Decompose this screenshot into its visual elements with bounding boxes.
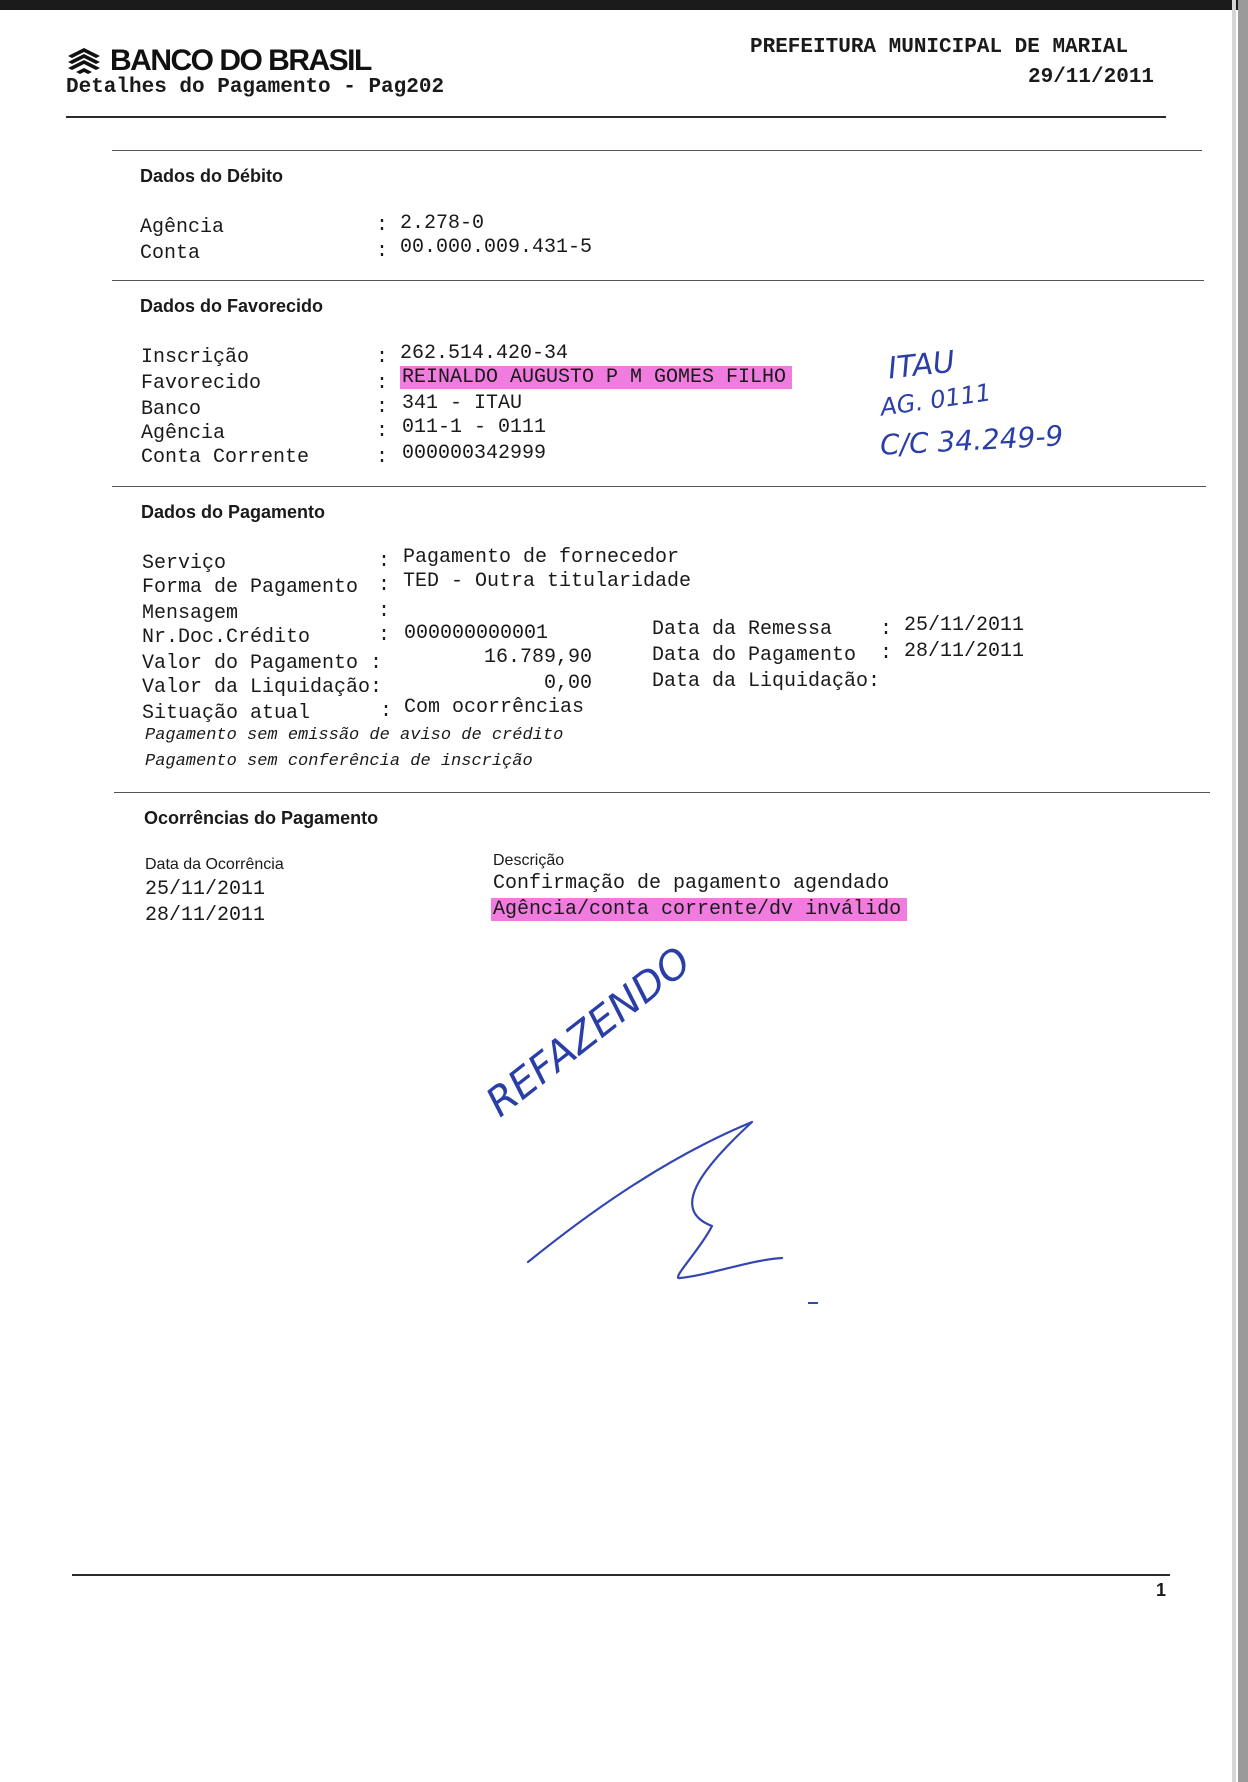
- organization-name: PREFEITURA MUNICIPAL DE MARIAL: [750, 36, 1129, 59]
- handwritten-bank: ITAU: [886, 344, 957, 387]
- ink-mark: [808, 1302, 818, 1304]
- favorecido-banco-value: 341 - ITAU: [402, 392, 523, 415]
- favorecido-conta-sep: :: [376, 446, 389, 469]
- data-liquidacao-label: Data da Liquidação:: [652, 670, 881, 693]
- section-title-debito: Dados do Débito: [140, 166, 283, 186]
- forma-pagamento-sep: :: [378, 574, 391, 597]
- favorecido-conta-value: 000000342999: [402, 442, 547, 465]
- valor-pagamento-value: 16.789,90: [483, 646, 592, 669]
- mensagem-sep: :: [378, 600, 391, 623]
- favorecido-conta-label: Conta Corrente: [141, 446, 310, 469]
- forma-pagamento-label: Forma de Pagamento: [142, 576, 359, 599]
- nrdoc-sep: :: [378, 624, 391, 647]
- valor-liquidacao-value: 0,00: [543, 672, 592, 695]
- data-remessa-value: 25/11/2011: [904, 614, 1025, 637]
- handwritten-note: REFAZENDO: [477, 938, 700, 1126]
- header-divider: [66, 116, 1166, 118]
- section-title-ocorrencias: Ocorrências do Pagamento: [144, 808, 379, 828]
- mensagem-label: Mensagem: [142, 602, 239, 625]
- valor-pagamento-label: Valor do Pagamento :: [142, 652, 383, 675]
- ocorrencias-divider: [114, 792, 1210, 793]
- situacao-label: Situação atual: [142, 702, 311, 725]
- servico-sep: :: [378, 550, 391, 573]
- data-remessa-sep: :: [880, 618, 893, 641]
- bank-name: BANCO DO BRASIL: [110, 44, 371, 77]
- section-title-favorecido: Dados do Favorecido: [140, 296, 324, 316]
- scan-edge-top: [0, 0, 1248, 10]
- nrdoc-value: 000000000001: [404, 622, 549, 645]
- signature-scribble: [520, 1110, 800, 1310]
- debito-conta-value: 00.000.009.431-5: [400, 236, 593, 259]
- situacao-sep: :: [380, 700, 393, 723]
- favorecido-agencia-sep: :: [376, 420, 389, 443]
- ocorrencia-desc: Confirmação de pagamento agendado: [493, 872, 890, 895]
- servico-value: Pagamento de fornecedor: [403, 546, 680, 569]
- document-title: Detalhes do Pagamento - Pag202: [66, 76, 445, 99]
- debito-divider: [112, 150, 1202, 151]
- data-remessa-label: Data da Remessa: [652, 618, 833, 641]
- data-pagamento-sep: :: [880, 642, 893, 665]
- header-date: 29/11/2011: [1028, 66, 1155, 89]
- favorecido-agencia-value: 011-1 - 0111: [402, 416, 547, 439]
- scan-edge-right-inner: [1232, 0, 1236, 1782]
- section-title-pagamento: Dados do Pagamento: [141, 502, 326, 522]
- situacao-value: Com ocorrências: [404, 696, 585, 719]
- ocorrencia-date: 28/11/2011: [145, 904, 266, 927]
- page-number: 1: [1156, 1580, 1167, 1600]
- favorecido-nome-value: REINALDO AUGUSTO P M GOMES FILHO: [400, 366, 792, 389]
- favorecido-inscricao-value: 262.514.420-34: [400, 342, 569, 365]
- ocorrencia-date: 25/11/2011: [145, 878, 266, 901]
- debito-agencia-sep: :: [376, 214, 389, 237]
- col-header-data: Data da Ocorrência: [145, 856, 284, 873]
- favorecido-agencia-label: Agência: [141, 422, 226, 445]
- handwritten-conta: C/C 34.249-9: [879, 419, 1065, 462]
- debito-conta-label: Conta: [140, 242, 201, 265]
- nota-aviso-credito: Pagamento sem emissão de aviso de crédito: [145, 726, 564, 745]
- footer-divider: [72, 1574, 1170, 1576]
- favorecido-banco-label: Banco: [141, 398, 202, 421]
- scan-edge-right: [1238, 0, 1248, 1782]
- ocorrencia-desc: Agência/conta corrente/dv inválido: [491, 898, 907, 921]
- handwritten-agencia: AG. 0111: [878, 378, 993, 422]
- favorecido-nome-sep: :: [376, 372, 389, 395]
- pagamento-divider: [112, 486, 1206, 487]
- bank-logo: [66, 44, 371, 78]
- servico-label: Serviço: [142, 552, 227, 575]
- debito-agencia-value: 2.278-0: [400, 212, 485, 235]
- favorecido-inscricao-sep: :: [376, 346, 389, 369]
- favorecido-inscricao-label: Inscrição: [141, 346, 250, 369]
- nota-conferencia: Pagamento sem conferência de inscrição: [145, 752, 533, 771]
- favorecido-divider: [112, 280, 1204, 281]
- debito-agencia-label: Agência: [140, 216, 225, 239]
- valor-liquidacao-label: Valor da Liquidação:: [142, 676, 383, 699]
- favorecido-nome-label: Favorecido: [141, 372, 262, 395]
- data-pagamento-value: 28/11/2011: [904, 640, 1025, 663]
- favorecido-banco-sep: :: [376, 396, 389, 419]
- col-header-descricao: Descrição: [493, 852, 565, 869]
- debito-conta-sep: :: [376, 240, 389, 263]
- bb-logo-icon: [66, 46, 102, 76]
- nrdoc-label: Nr.Doc.Crédito: [142, 626, 311, 649]
- forma-pagamento-value: TED - Outra titularidade: [403, 570, 692, 593]
- data-pagamento-label: Data do Pagamento: [652, 644, 857, 667]
